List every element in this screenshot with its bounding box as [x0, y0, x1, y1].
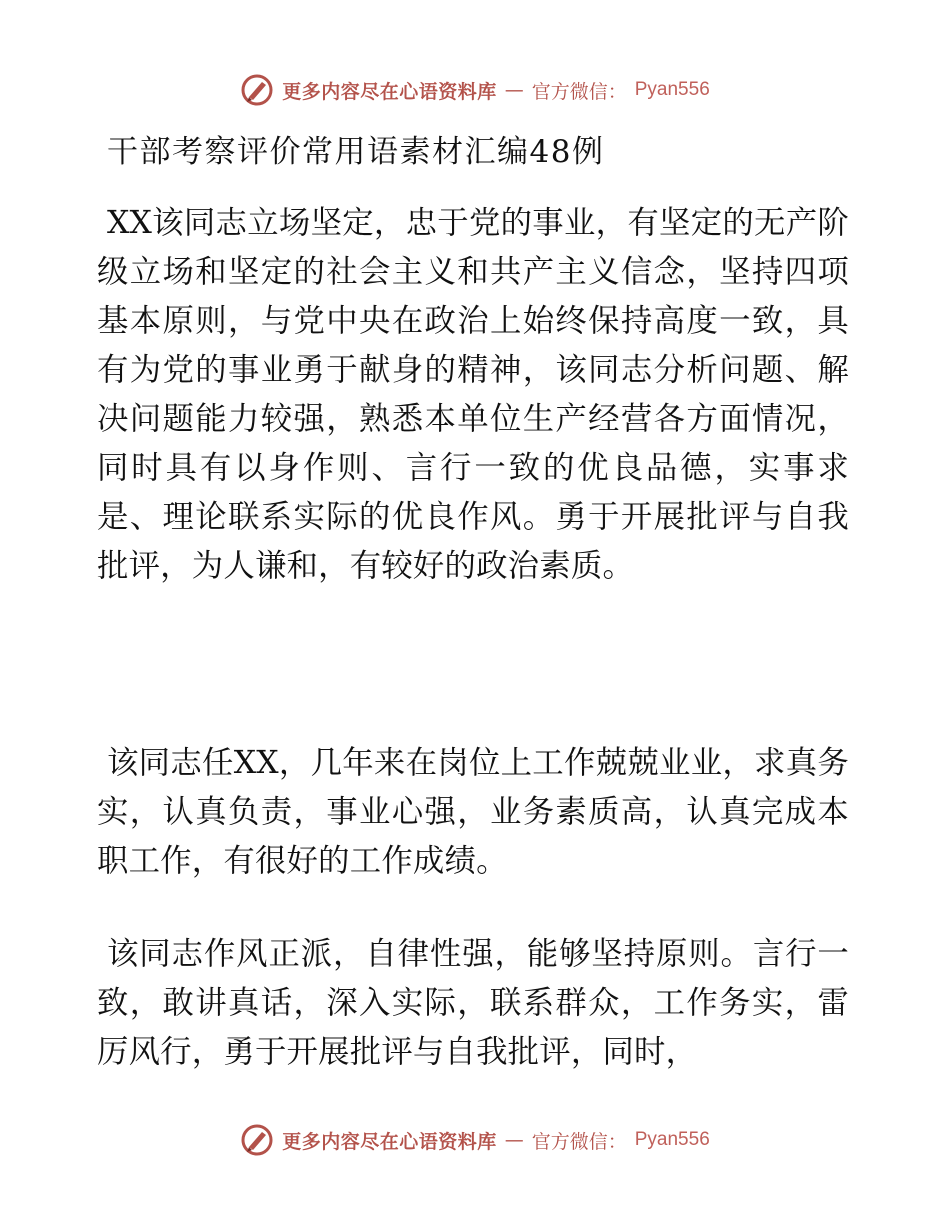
watermark-wechat-id: Pyan556 — [634, 1129, 710, 1150]
watermark-separator: — — [504, 1129, 524, 1151]
paragraph-3: 该同志作风正派，自律性强，能够坚持原则。言行一致，敢讲真话，深入实际，联系群众，工作务实，雷厉风行，勇于开展批评与自我批评，同时， — [97, 936, 849, 1070]
watermark-header — [0, 72, 950, 108]
watermark-text: 更多内容尽在心语资料库 — [282, 1130, 497, 1153]
document-title: 干部考察评价常用语素材汇编48例 — [107, 134, 605, 170]
pen-logo-icon — [240, 1123, 274, 1157]
watermark-wechat-id: Pyan556 — [634, 79, 710, 100]
watermark-separator: — — [504, 79, 524, 101]
pen-logo-icon — [240, 73, 274, 107]
watermark-text: 更多内容尽在心语资料库 — [282, 80, 497, 103]
paragraph-1: XX该同志立场坚定，忠于党的事业，有坚定的无产阶级立场和坚定的社会主义和共产主义信念，坚持四项基本原则，与党中央在政治上始终保持高度一致，具有为党的事业勇于献身的精神，该同志分析问题、解决问题能力较强，熟悉本单位生产经营各方面情况，同时具有以身作则、言行一致的优良品德，实事求是、理论联系实际的优良作风。勇于开展批评与自我批评，为人谦和，有较好的政治素质。 — [97, 205, 849, 584]
watermark-official: 官方微信： — [531, 1130, 627, 1153]
watermark-official: 官方微信： — [531, 80, 627, 103]
paragraph-2: 该同志任XX，几年来在岗位上工作兢兢业业，求真务实，认真负责，事业心强，业务素质高，认真完成本职工作，有很好的工作成绩。 — [97, 745, 849, 879]
watermark-footer — [0, 1122, 950, 1158]
